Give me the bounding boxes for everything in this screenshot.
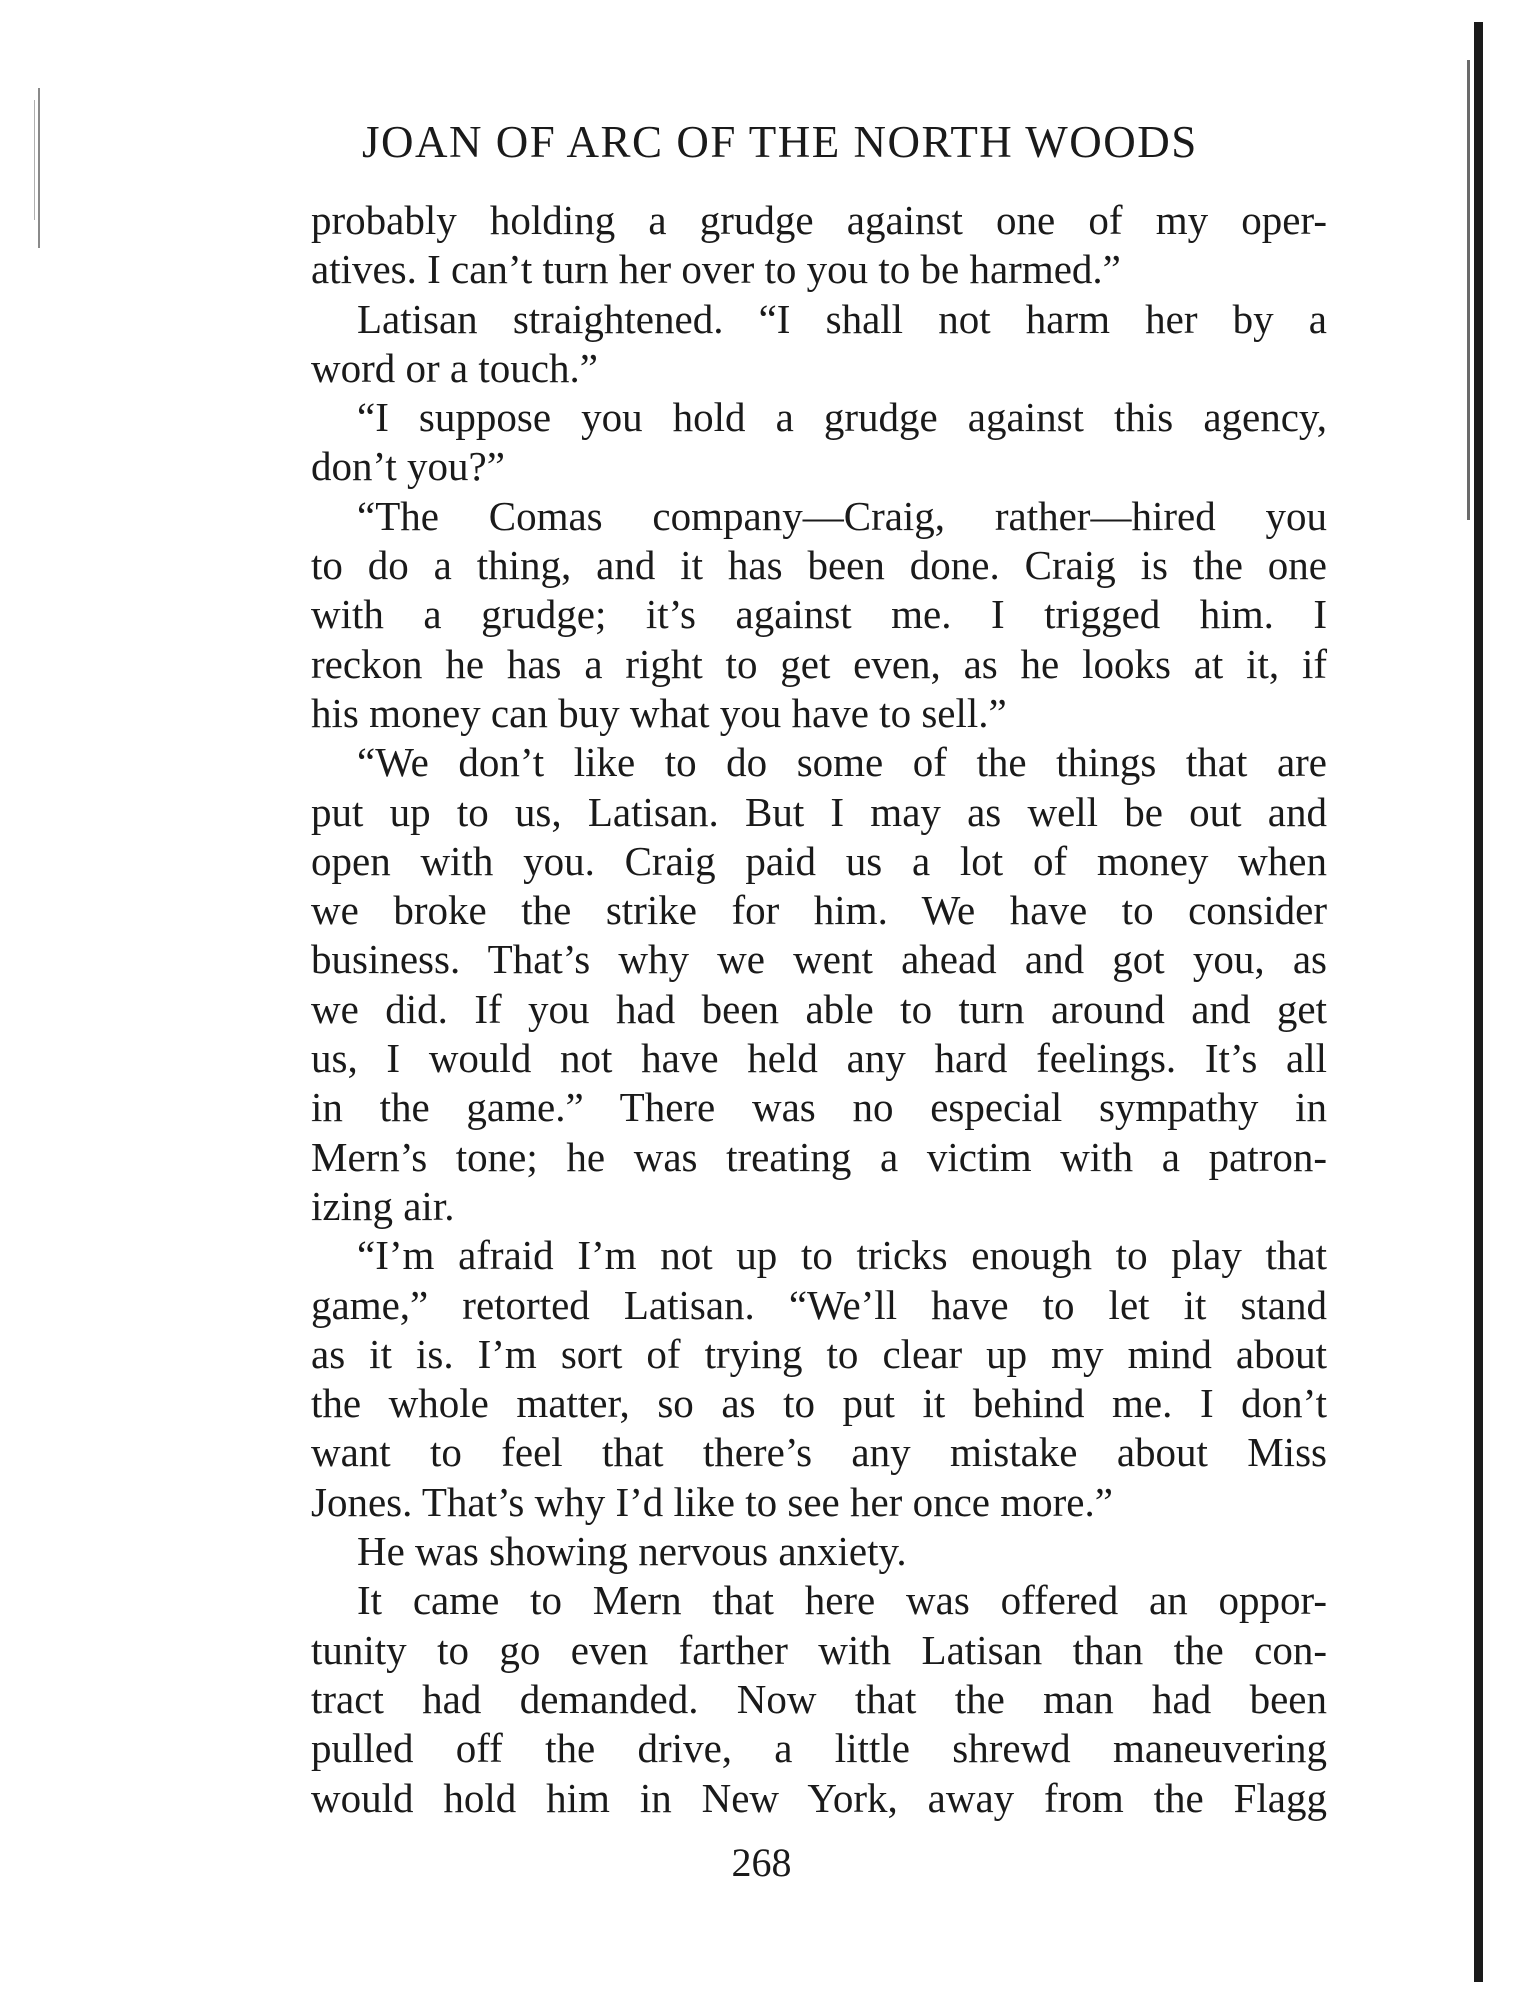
text-line: It came to Mern that here was offered an oppor- [357,1577,1327,1624]
text-line: He was showing nervous anxiety. [357,1528,907,1575]
text-line: his money can buy what you have to sell.” [311,689,1007,736]
text-line: to do a thing, and it has been done. Craig is the one [311,542,1327,589]
text-line: we did. If you had been able to turn around and get [311,985,1327,1032]
text-line: us, I would not have held any hard feelings. It’s all [311,1035,1327,1082]
text-line: we broke the strike for him. We have to consider [311,887,1327,934]
text-line: “The Comas company—Craig, rather—hired you [357,492,1327,539]
running-head: JOAN OF ARC OF THE NORTH WOODS [362,117,1198,167]
text-line: open with you. Craig paid us a lot of money when [311,837,1327,884]
text-line: Mern’s tone; he was treating a victim with a patron- [311,1133,1327,1180]
text-line: business. That’s why we went ahead and got you, as [311,936,1327,983]
text-line: “I suppose you hold a grudge against this agency, [357,394,1327,441]
text-line: want to feel that there’s any mistake about Miss [311,1429,1327,1476]
text-line: probably holding a grudge against one of my oper- [311,197,1327,243]
text-line: izing air. [311,1182,455,1229]
scan-edge-right-faint [1467,60,1470,520]
text-line: game,” retorted Latisan. “We’ll have to let it stand [311,1281,1327,1328]
text-line: put up to us, Latisan. But I may as well be out and [311,788,1327,835]
text-line: Latisan straightened. “I shall not harm her by a [357,295,1327,342]
text-line: tunity to go even farther with Latisan than the con- [311,1626,1327,1673]
scan-edge-left-faint [34,100,35,220]
text-line: tract had demanded. Now that the man had been [311,1675,1327,1722]
scan-edge-right [1474,22,1483,1982]
text-line: in the game.” There was no especial sympathy in [311,1084,1327,1131]
text-line: reckon he has a right to get even, as he looks at it, if [311,640,1327,687]
text-line: “I’m afraid I’m not up to tricks enough to play that [357,1232,1327,1279]
text-line: with a grudge; it’s against me. I trigged him. I [311,591,1327,638]
scan-edge-left [38,88,40,248]
text-line: pulled off the drive, a little shrewd maneuvering [311,1725,1327,1772]
text-line: the whole matter, so as to put it behind me. I don’t [311,1380,1327,1427]
text-line: would hold him in New York, away from the Flagg [311,1774,1327,1821]
text-line: atives. I can’t turn her over to you to be harmed.” [311,246,1121,293]
text-line: Jones. That’s why I’d like to see her once more.” [311,1478,1113,1525]
text-line: don’t you?” [311,443,505,490]
page-number: 268 [731,1840,792,1885]
text-line: as it is. I’m sort of trying to clear up my mind about [311,1330,1327,1377]
text-line: “We don’t like to do some of the things that are [357,739,1327,786]
text-line: word or a touch.” [311,344,598,391]
body-text [311,196,1327,1823]
